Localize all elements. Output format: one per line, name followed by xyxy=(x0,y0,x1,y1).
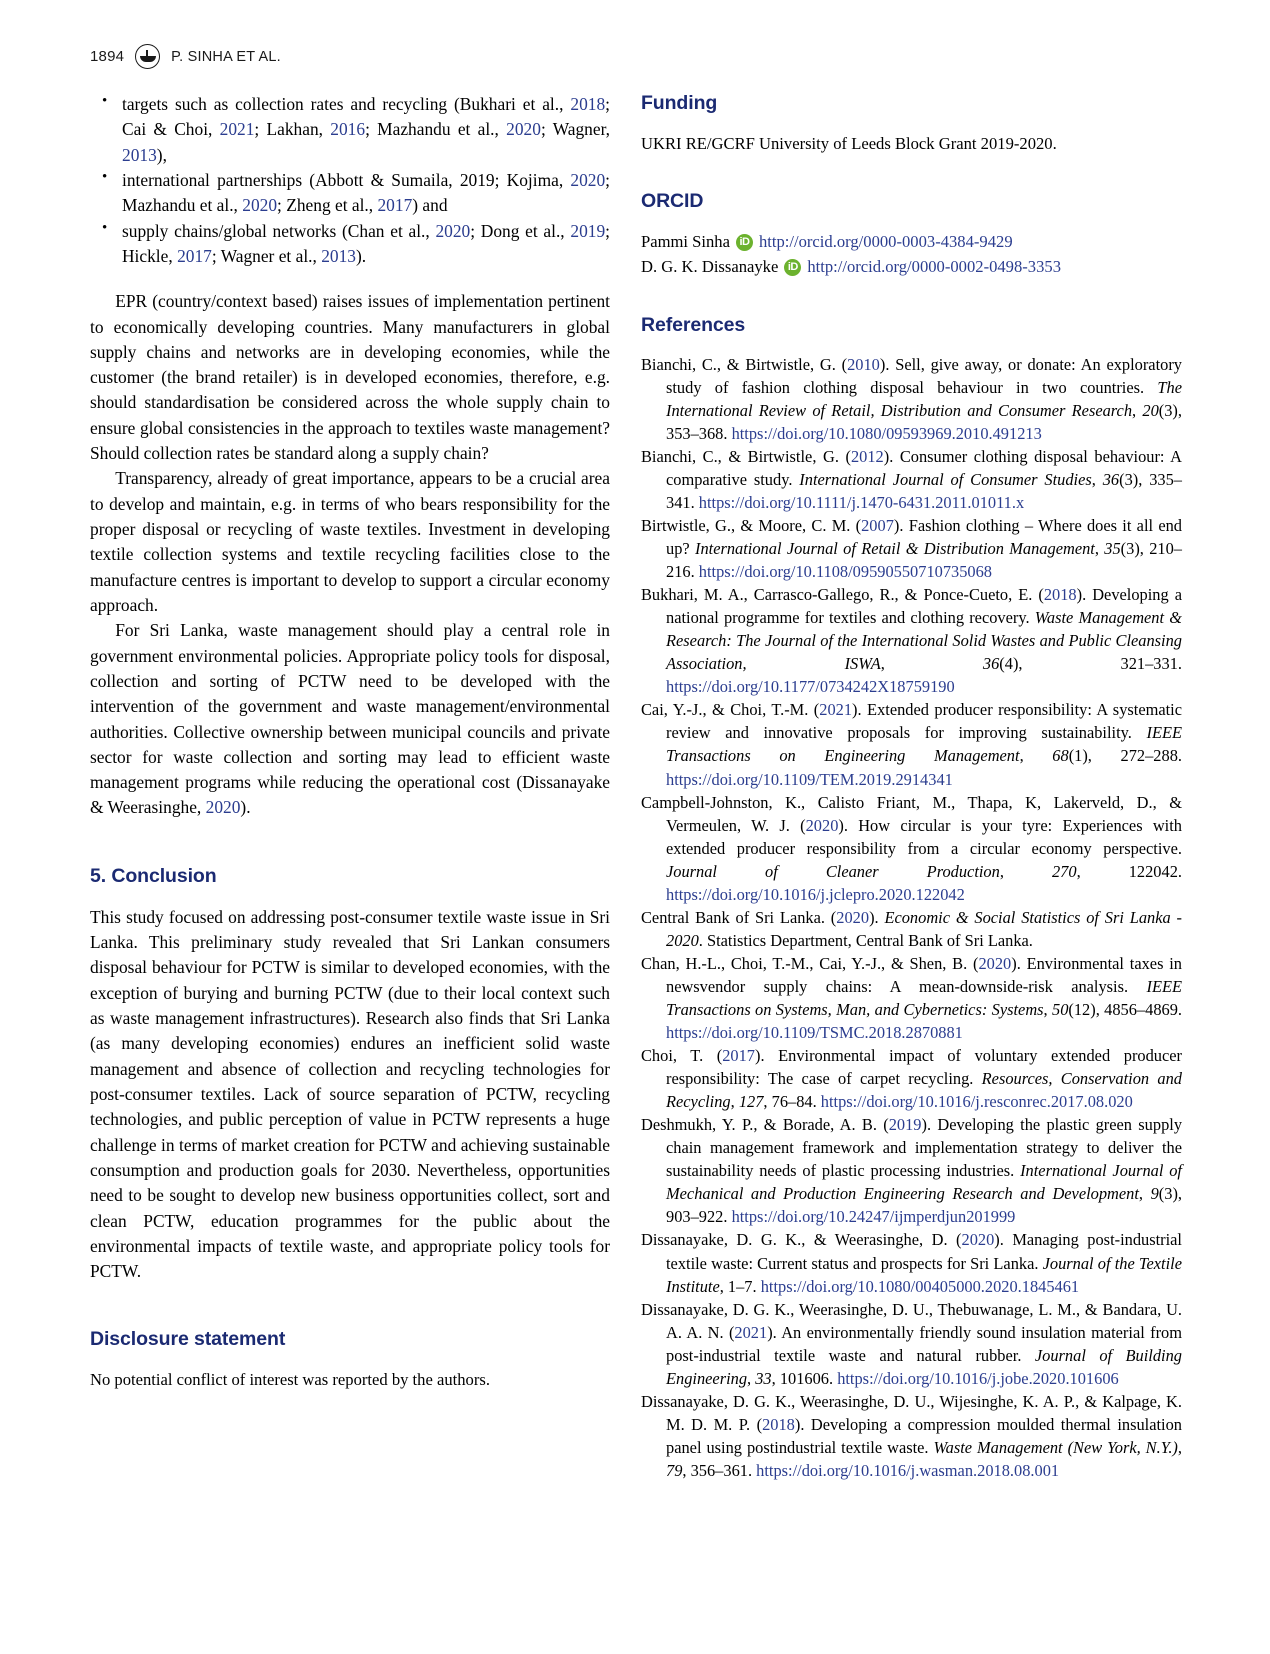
text-run: , xyxy=(999,861,1052,881)
italic-text: IEEE Transactions on Engineering Management xyxy=(666,723,1182,766)
text-run: , xyxy=(880,654,983,674)
reference-item xyxy=(641,1044,1182,1113)
citation-link[interactable]: https://doi.org/10.1111/j.1470-6431.2011.01011.x xyxy=(698,492,1025,512)
italic-text: Waste Management (New York, N.Y.) xyxy=(933,1437,1178,1457)
text-run: Chan, H.-L., Choi, T.-M., Cai, Y.-J., & Shen, B. ( xyxy=(641,953,979,973)
text-run: supply chains/global networks (Chan et al., xyxy=(122,220,436,241)
paragraph-conclusion: This study focused on addressing post-consumer textile waste issue in Sri Lanka. This preliminary study revealed that Sri Lankan consumers disposal behaviour for PCTW is similar to developed economies, with the exception of burying and burning PCTW (due to their local context such as waste management infrastructures). Research also finds that Sri Lanka (as many developing economies) endures an inefficient solid waste management and absence of collection and recycling technologies for post-consumer textiles. Lack of source separation of PCTW, recycling technologies, and public perception of value in PCTW represents a huge challenge in terms of market creation for PCTW and achieving sustainable consumption and production goals for 2030. Nevertheless, opportunities need to be sought to develop new business opportunities collect, sort and clean PCTW, education programmes for the public about the environmental impacts of textile waste, and appropriate policy tools for PCTW. xyxy=(90,906,610,1282)
text-run: ; Mazhandu et al., xyxy=(365,119,507,140)
citation-link[interactable]: https://doi.org/10.1016/j.jclepro.2020.122042 xyxy=(666,884,965,904)
citation-link[interactable]: 2010 xyxy=(847,354,880,374)
text-run: (1), 272–288. xyxy=(1068,746,1182,766)
text-run: , xyxy=(1177,1437,1182,1457)
citation-link[interactable]: 2021 xyxy=(219,119,255,140)
text-run: Cai, Y.-J., & Choi, T.-M. ( xyxy=(641,700,820,720)
italic-text: 9 xyxy=(1150,1184,1159,1204)
reference-item xyxy=(641,1113,1182,1228)
text-run: ; Mazhandu et al., xyxy=(122,169,610,216)
text-run: , xyxy=(747,1368,756,1388)
citation-link[interactable]: 2020 xyxy=(435,220,471,241)
text-run: ). Sell, give away, or donate: An exploratory study of fashion clothing disposal behaviour in two countries. xyxy=(666,354,1182,397)
italic-text: 270 xyxy=(1051,861,1077,881)
text-run: Dissanayake, D. G. K., & Weerasinghe, D. ( xyxy=(641,1230,962,1250)
text-run: Dissanayake, D. G. K., Weerasinghe, D. U., Thebuwanage, L. M., & Bandara, U. A. A. N. ( xyxy=(641,1299,1182,1342)
heading-references: References xyxy=(641,313,746,336)
italic-text: 68 xyxy=(1052,746,1069,766)
citation-link[interactable]: 2017 xyxy=(722,1046,755,1066)
italic-text: Economic & Social Statistics of Sri Lanka - 2020 xyxy=(666,907,1183,950)
italic-text: 50 xyxy=(1052,999,1069,1019)
orcid-url-link[interactable]: http://orcid.org/0000-0003-4384-9429 xyxy=(758,231,1013,251)
italic-text: International Journal of Mechanical and Production Engineering Research and Development xyxy=(666,1161,1182,1204)
text-run: ). Developing a compression moulded thermal insulation panel using postindustrial textile waste. xyxy=(666,1414,1182,1457)
citation-link[interactable]: 2020 xyxy=(205,797,241,818)
text-run: , xyxy=(730,1092,739,1112)
list-item xyxy=(122,92,610,168)
text-run: (4), 321–331. xyxy=(999,654,1182,674)
citation-link[interactable]: 2020 xyxy=(570,169,606,190)
text-run: , xyxy=(1043,999,1052,1019)
text-run: targets such as collection rates and recycling (Bukhari et al., xyxy=(122,94,571,114)
italic-text: Waste Management & Research: The Journal of the International Solid Wastes and Public Cleansing Association, ISWA xyxy=(666,608,1182,674)
text-run: For Sri Lanka, waste management should play a central role in government environmental policies. Appropriate policy tools for disposal, collection and sorting of PCTW need to be developed with the intervention of the government and waste management/environmental authorities. Collective ownership between municipal councils and private sector for waste collection and sorting may lead to efficient waste management programs while reducing the operational cost (Dissanayake & Weerasinghe, xyxy=(90,620,610,818)
citation-link[interactable]: https://doi.org/10.1016/j.jobe.2020.101606 xyxy=(837,1368,1119,1388)
text-run: ; Wagner et al., xyxy=(211,245,322,266)
text-run: ). xyxy=(355,245,367,266)
italic-text: International Journal of Retail & Distribution Management xyxy=(695,539,1095,559)
text-run: ). Consumer clothing disposal behaviour: A comparative study. xyxy=(666,446,1182,489)
text-run: ). Environmental taxes in newsvendor supply chains: A mean-downside-risk analysis. xyxy=(666,953,1182,996)
orcid-author-name: D. G. K. Dissanayke xyxy=(641,256,779,276)
two-column-layout xyxy=(90,92,1182,1482)
italic-text: 35 xyxy=(1104,539,1121,559)
italic-text: Resources, Conservation and Recycling xyxy=(666,1069,1182,1112)
text-run: , xyxy=(1094,539,1105,559)
paragraph-disclosure-statement: No potential conflict of interest was reported by the authors. xyxy=(90,1370,490,1390)
text-run: ). Developing a national programme for textiles and clothing recovery. xyxy=(666,585,1182,628)
citation-link[interactable]: 2020 xyxy=(242,195,278,216)
text-run: , 122042. xyxy=(1076,861,1182,881)
text-run: ; Zheng et al., xyxy=(277,195,378,216)
reference-item xyxy=(641,1298,1182,1390)
citation-link[interactable]: https://doi.org/10.1080/00405000.2020.1845461 xyxy=(760,1276,1080,1296)
text-run: (3), 335–341. xyxy=(666,469,1182,512)
text-run: ; Wagner, xyxy=(540,119,611,140)
taylor-and-francis-logo-icon xyxy=(135,44,160,69)
citation-link[interactable]: 2017 xyxy=(177,245,212,266)
reference-item xyxy=(641,906,1182,952)
text-run: Choi, T. ( xyxy=(641,1046,723,1066)
reference-item xyxy=(641,1390,1182,1482)
text-run: ). xyxy=(869,907,885,927)
citation-link[interactable]: 2018 xyxy=(1043,585,1077,605)
text-run: international partnerships (Abbott & Sumaila, 2019; Kojima, xyxy=(122,169,571,190)
text-run: , 101606. xyxy=(771,1368,838,1388)
text-run: Birtwistle, G., & Moore, C. M. ( xyxy=(641,516,862,535)
citation-link[interactable]: 2019 xyxy=(570,220,606,241)
text-run: , xyxy=(1019,746,1053,766)
orcid-id-icon[interactable]: iD xyxy=(784,259,801,276)
reference-item xyxy=(641,1228,1182,1297)
citation-link[interactable]: 2017 xyxy=(377,195,413,216)
citation-link[interactable]: 2013 xyxy=(321,245,356,266)
italic-text: Journal of the Textile Institute xyxy=(666,1253,1182,1296)
text-run: , 356–361. xyxy=(682,1460,757,1480)
citation-link[interactable]: 2013 xyxy=(122,144,157,165)
heading-funding: Funding xyxy=(641,92,718,114)
italic-text: 36 xyxy=(982,654,1000,674)
text-run: ). xyxy=(240,797,251,818)
italic-text: The International Review of Retail, Distribution and Consumer Research xyxy=(666,377,1182,420)
text-run: Deshmukh, Y. P., & Borade, A. B. ( xyxy=(641,1115,889,1135)
text-run: ). Managing post-industrial textile waste: Current status and prospects for Sri Lanka. xyxy=(666,1230,1182,1273)
paragraph-epr: EPR (country/context based) raises issues of implementation pertinent to economically developing countries. Many manufacturers in global supply chains and networks are in developing economies, while the customer (the brand retailer) is in developed economies, therefore, e.g. should standardisation be considered across the whole supply chain to ensure global consistencies in the approach to textiles waste management? Should collection rates be standard along a supply chain? xyxy=(90,291,610,464)
reference-item xyxy=(641,583,1182,698)
text-run: ; Lakhan, xyxy=(254,119,331,140)
citation-link[interactable]: https://doi.org/10.1109/TSMC.2018.2870881 xyxy=(666,1023,963,1043)
text-run: . Statistics Department, Central Bank of Sri Lanka. xyxy=(698,930,1033,950)
text-run: (3), 903–922. xyxy=(666,1184,1183,1227)
citation-link[interactable]: 2012 xyxy=(850,446,884,466)
text-run: ). Developing the plastic green supply chain management framework and implementation strategy to deliver the sustainability needs of plastic processing industries. xyxy=(666,1115,1183,1181)
italic-text: Journal of Cleaner Production xyxy=(666,861,1000,881)
citation-link[interactable]: 2007 xyxy=(861,516,894,535)
text-run: (3), 210–216. xyxy=(666,539,1182,582)
orcid-entry xyxy=(641,255,1182,280)
italic-text: Journal of Building Engineering xyxy=(666,1345,1183,1388)
reference-item xyxy=(641,445,1182,514)
citation-link[interactable]: 2020 xyxy=(978,953,1012,973)
italic-text: 33 xyxy=(755,1368,772,1388)
citation-link[interactable]: https://doi.org/10.1109/TEM.2019.2914341 xyxy=(666,769,953,789)
right-column xyxy=(641,92,1182,1482)
orcid-id-icon[interactable]: iD xyxy=(736,234,753,251)
reference-item xyxy=(641,353,1182,445)
paragraph-transparency: Transparency, already of great importance, appears to be a crucial area to develop and maintain, e.g. in terms of who bears responsibility for the proper disposal or recycling of waste textiles. Investment in developing textile collection systems and textile recycling facilities close to the manufacture centres is important to develop to support a circular economy approach. xyxy=(90,468,610,615)
page-number: 1894 xyxy=(90,48,125,65)
text-run: Bianchi, C., & Birtwistle, G. ( xyxy=(641,354,848,374)
citation-link[interactable]: 2020 xyxy=(506,119,541,140)
italic-text: 127 xyxy=(738,1092,764,1112)
heading-disclosure-statement: Disclosure statement xyxy=(90,1328,286,1351)
epr-bullet-list xyxy=(90,92,610,269)
italic-text: 20 xyxy=(1142,400,1159,420)
italic-text: 79 xyxy=(666,1460,683,1480)
text-run: ). Extended producer responsibility: A systematic review and innovative proposals for improving sustainability. xyxy=(666,700,1182,743)
citation-link[interactable]: 2018 xyxy=(570,94,606,114)
running-head-authors: P. SINHA ET AL. xyxy=(171,48,281,65)
heading-conclusion: 5. Conclusion xyxy=(90,864,217,887)
text-run: , 1–7. xyxy=(719,1276,761,1296)
orcid-entry xyxy=(641,230,1182,255)
citation-link[interactable]: 2019 xyxy=(888,1115,922,1135)
list-item xyxy=(122,219,610,270)
text-run: , xyxy=(1091,469,1103,489)
citation-link[interactable]: 2020 xyxy=(961,1230,995,1250)
text-run: Central Bank of Sri Lanka. ( xyxy=(641,907,837,927)
text-run: ), xyxy=(156,144,167,165)
italic-text: IEEE Transactions on Systems, Man, and Cybernetics: Systems xyxy=(666,976,1182,1019)
reference-item xyxy=(641,791,1182,906)
text-run: , 76–84. xyxy=(763,1092,821,1112)
text-run: Bukhari, M. A., Carrasco-Gallego, R., & Ponce-Cueto, E. ( xyxy=(641,585,1044,605)
text-run: Dissanayake, D. G. K., Weerasinghe, D. U., Wijesinghe, K. A. P., & Kalpage, K. M. D. M. P. ( xyxy=(641,1391,1182,1434)
text-run: ). Environmental impact of voluntary extended producer responsibility: The case of carpet recycling. xyxy=(666,1046,1182,1089)
orcid-list xyxy=(641,230,1182,280)
citation-link[interactable]: 2021 xyxy=(734,1322,768,1342)
reference-item xyxy=(641,952,1182,1044)
reference-list xyxy=(641,353,1182,1482)
orcid-url-link[interactable]: http://orcid.org/0000-0002-0498-3353 xyxy=(807,256,1061,276)
text-run: (12), 4856–4869. xyxy=(1068,999,1182,1019)
text-run: , xyxy=(1138,1184,1151,1204)
reference-item xyxy=(641,514,1182,583)
citation-link[interactable]: https://doi.org/10.24247/ijmperdjun201999 xyxy=(731,1207,1016,1227)
citation-link[interactable]: 2016 xyxy=(330,119,366,140)
text-run: (3), 353–368. xyxy=(666,400,1182,443)
text-run: ; Cai & Choi, xyxy=(122,94,610,140)
left-column xyxy=(90,92,610,1482)
text-run: Campbell-Johnston, K., Calisto Friant, M., Thapa, K, Lakerveld, D., & Vermeulen, W. J. ( xyxy=(641,792,1182,835)
paragraph-funding: UKRI RE/GCRF University of Leeds Block Grant 2019-2020. xyxy=(641,134,1057,153)
running-head xyxy=(90,44,281,69)
italic-text: International Journal of Consumer Studies xyxy=(799,469,1092,489)
text-run: ). How circular is your tyre: Experiences with extended producer responsibility from a circular economy perspective. xyxy=(666,815,1182,858)
citation-link[interactable]: 2021 xyxy=(819,700,853,720)
text-run: ). An environmentally friendly sound insulation material from post-industrial textile waste and natural rubber. xyxy=(666,1322,1182,1365)
text-run: Bianchi, C., & Birtwistle, G. ( xyxy=(641,446,851,466)
citation-link[interactable]: https://doi.org/10.1016/j.wasman.2018.08.001 xyxy=(756,1460,1060,1480)
text-run: ). Fashion clothing – Where does it all end up? xyxy=(666,516,1182,559)
citation-link[interactable]: https://doi.org/10.1177/0734242X18759190 xyxy=(666,677,955,697)
text-run: ; Hickle, xyxy=(122,220,610,266)
text-run: , xyxy=(1132,400,1143,420)
orcid-author-name: Pammi Sinha xyxy=(641,231,730,251)
paragraph-sri-lanka xyxy=(90,618,610,821)
citation-link[interactable]: https://doi.org/10.1080/09593969.2010.491213 xyxy=(731,423,1042,443)
citation-link[interactable]: 2020 xyxy=(805,815,839,835)
list-item xyxy=(122,168,610,219)
heading-orcid: ORCID xyxy=(641,189,704,212)
italic-text: 36 xyxy=(1102,469,1120,489)
text-run: ; Dong et al., xyxy=(470,220,571,241)
citation-link[interactable]: 2018 xyxy=(762,1414,795,1434)
text-run: ) and xyxy=(412,195,448,216)
citation-link[interactable]: https://doi.org/10.1016/j.resconrec.2017.08.020 xyxy=(820,1092,1133,1112)
citation-link[interactable]: https://doi.org/10.1108/09590550710735068 xyxy=(698,562,993,582)
reference-item xyxy=(641,698,1182,790)
citation-link[interactable]: 2020 xyxy=(836,907,870,927)
